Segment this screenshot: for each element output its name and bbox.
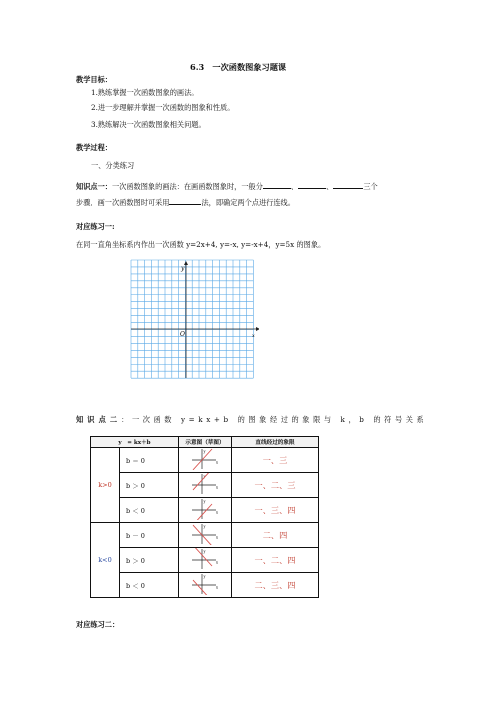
section-heading: 一、分类练习: [91, 161, 135, 170]
b-cell: b ＜ 0: [120, 498, 179, 523]
table-row: [91, 498, 319, 523]
mini-function-line: [193, 473, 212, 490]
mini-y-label: y: [203, 499, 206, 504]
mini-graph: [190, 448, 220, 470]
mini-y-label: y: [203, 474, 206, 479]
kp1-text-a: 一次函数图象的画法：在画函数图象时，一般分: [111, 182, 263, 191]
sketch-cell: [179, 573, 232, 598]
quadrant-cell: 二、三、四: [232, 573, 319, 598]
table-row: [91, 573, 319, 598]
y-axis-label: y: [181, 265, 185, 272]
kp1-text-b: 三个: [363, 182, 378, 191]
x-axis-arrow: [256, 327, 259, 331]
kp1-sep-1: 、: [290, 182, 299, 191]
k-b-quadrant-table: [90, 436, 319, 598]
b-cell: b ＞ 0: [120, 473, 179, 498]
mini-graph: [190, 523, 220, 545]
x-axis-label: x: [252, 333, 255, 339]
mini-graph: [190, 473, 220, 495]
y-axis-arrow: [184, 261, 188, 265]
table-row: [91, 548, 319, 573]
kp2-label: 知识点二: [76, 415, 122, 424]
kp1-blank-3: [333, 181, 363, 189]
table-row: [91, 448, 319, 473]
goal-item-3: 3.熟练解决一次函数图象相关问题。: [91, 120, 206, 129]
header-sketch: 示意图（草图）: [179, 437, 232, 448]
mini-y-label: y: [203, 549, 206, 554]
grid-lines: [131, 260, 253, 378]
coordinate-grid: [129, 258, 259, 380]
mini-y-label: y: [203, 524, 206, 529]
origin-label: O: [180, 331, 185, 338]
goal-item-1: 1.熟练掌握一次函数图象的画法。: [91, 88, 199, 97]
mini-y-label: y: [203, 574, 206, 579]
sketch-cell: [179, 498, 232, 523]
b-cell: b － 0: [120, 523, 179, 548]
k-negative-cell: k<0: [91, 523, 120, 598]
quadrant-cell: 一、二、四: [232, 548, 319, 573]
table-header-row: [91, 437, 319, 448]
mini-function-line: [193, 580, 212, 595]
sketch-cell: [179, 523, 232, 548]
table-row: [91, 473, 319, 498]
b-cell: b ＜ 0: [120, 573, 179, 598]
table-row: [91, 523, 319, 548]
b-cell: b ＞ 0: [120, 548, 179, 573]
mini-function-line: [193, 548, 212, 566]
mini-x-label: x: [216, 560, 218, 565]
kp1-blank-2: [298, 181, 326, 189]
kp1-label: 知识点一：: [76, 182, 112, 191]
b-cell: b ＝ 0: [120, 448, 179, 473]
mini-x-label: x: [216, 535, 218, 540]
goals-heading: 教学目标：: [76, 75, 112, 84]
mini-x-label: x: [216, 485, 218, 490]
quadrant-cell: 一、二、三: [232, 473, 319, 498]
header-function: y = kx＋b: [91, 437, 179, 448]
mini-graph: [190, 548, 220, 570]
kp2-text: ：一次函数 y=kx+b 的图象经过的象限与 k，b 的符号关系: [121, 415, 428, 424]
kp1-line2: [76, 197, 295, 207]
ex1-heading: 对应练习一:: [76, 222, 115, 231]
kp1-sep-2: 、: [326, 182, 334, 191]
kp2-line: [76, 415, 427, 424]
sketch-cell: [179, 548, 232, 573]
mini-x-label: x: [216, 585, 218, 590]
ex1-text: 在同一直角坐标系内作出一次函数 y=2x+4, y=-x, y=-x+4，y=5x 的图象。: [76, 240, 326, 249]
sketch-cell: [179, 473, 232, 498]
kp1-blank-4: [169, 197, 201, 205]
k-positive-cell: k>0: [91, 448, 120, 523]
mini-x-label: x: [216, 510, 218, 515]
mini-y-label: y: [203, 449, 206, 454]
kp1-line2-a: 步骤．画一次函数图时可采用: [76, 198, 170, 207]
process-heading: 教学过程：: [76, 143, 112, 152]
kp1-blank-1: [263, 181, 291, 189]
mini-function-line: [193, 449, 212, 470]
quadrant-cell: 一、三、四: [232, 498, 319, 523]
ex2-heading: 对应练习二：: [76, 620, 120, 629]
goal-item-2: 2.进一步理解并掌握一次函数的图象和性质。: [91, 103, 235, 112]
quadrant-cell: 一、三: [232, 448, 319, 473]
header-quadrants: 直线经过的象限: [232, 437, 319, 448]
kp1-line2-b: 法，即确定两个点进行连线。: [201, 198, 295, 207]
kp1-line1: [76, 181, 378, 191]
sketch-cell: [179, 448, 232, 473]
mini-x-label: x: [216, 460, 218, 465]
quadrant-cell: 二、四: [232, 523, 319, 548]
mini-graph: [190, 498, 220, 520]
mini-graph: [190, 573, 220, 595]
page-title: 6.3 一次函数图象习题课: [190, 62, 287, 72]
mini-function-line: [193, 504, 212, 520]
